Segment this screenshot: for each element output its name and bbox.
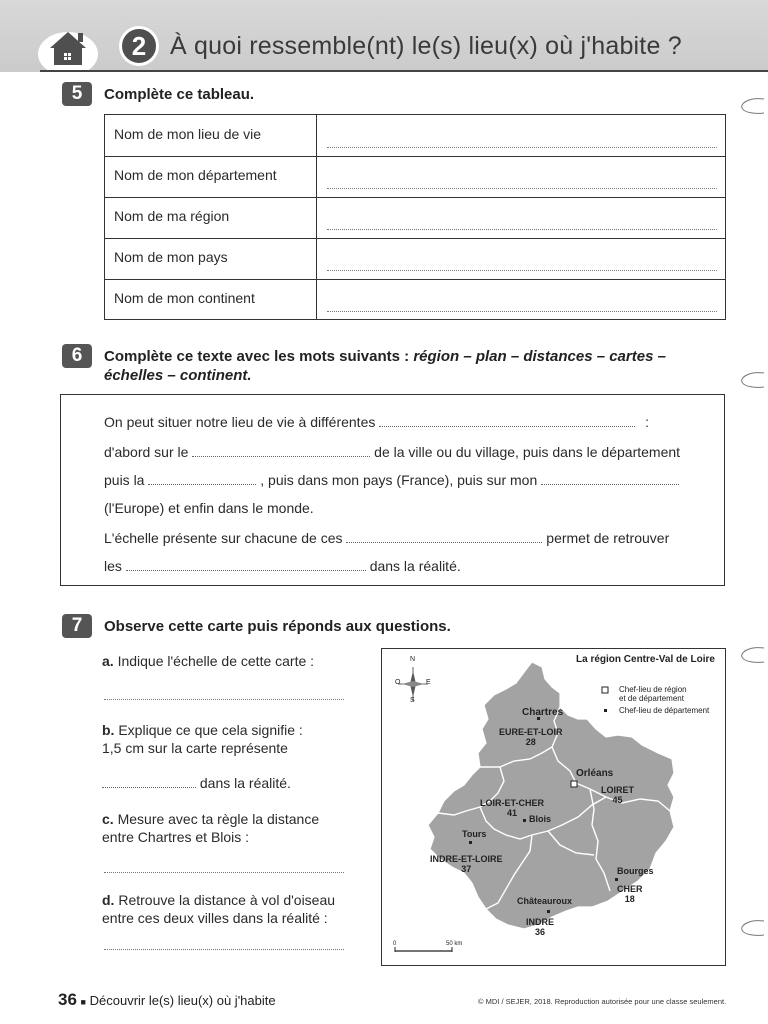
text-fragment: les bbox=[104, 558, 122, 574]
dept-number: 45 bbox=[612, 795, 623, 805]
table-row bbox=[105, 156, 725, 198]
scale-start-label: 0 bbox=[393, 941, 397, 947]
question-d bbox=[102, 891, 335, 909]
exercise-7-badge: 7 bbox=[62, 614, 92, 638]
city-marker bbox=[523, 819, 526, 822]
question-text: Mesure avec ta règle la distance bbox=[117, 811, 320, 827]
city-marker bbox=[615, 878, 618, 881]
exercise-6-title-plain: Complète ce texte avec les mots suivants : bbox=[104, 348, 410, 365]
exercise-6-badge: 6 bbox=[62, 344, 92, 368]
table-row-label: Nom de ma région bbox=[105, 197, 317, 238]
exercise-6-title bbox=[104, 348, 666, 365]
exercise-6-words-line2: échelles – continent. bbox=[104, 367, 252, 384]
bullet-separator: ■ bbox=[80, 997, 86, 1007]
binder-hole-icon bbox=[738, 96, 764, 118]
question-c-line2: entre Chartres et Blois : bbox=[102, 829, 250, 845]
dept-name: INDRE-ET-LOIRE bbox=[430, 854, 503, 864]
map-title: La région Centre-Val de Loire bbox=[576, 654, 715, 665]
city-label: Blois bbox=[529, 814, 552, 824]
question-text: Explique ce que cela signifie : bbox=[118, 722, 303, 738]
dept-number: 36 bbox=[535, 927, 546, 937]
answer-field[interactable] bbox=[327, 270, 717, 271]
dept-number: 28 bbox=[525, 737, 536, 747]
blank-field[interactable] bbox=[148, 472, 256, 485]
answer-field[interactable] bbox=[327, 311, 717, 312]
dept-name: LOIRET bbox=[601, 785, 634, 795]
page-number: 36 bbox=[58, 990, 77, 1009]
legend-prefecture-marker bbox=[604, 709, 607, 712]
city-marker bbox=[469, 841, 472, 844]
dept-number: 37 bbox=[461, 864, 472, 874]
question-letter: d. bbox=[102, 892, 115, 908]
blank-field[interactable] bbox=[346, 530, 542, 543]
question-b bbox=[102, 721, 303, 739]
question-d-line2: entre ces deux villes dans la réalité : bbox=[102, 910, 328, 926]
compass-o-label: O bbox=[395, 679, 401, 686]
question-letter: c. bbox=[102, 811, 114, 827]
legend-prefecture: Chef-lieu de département bbox=[619, 706, 710, 715]
answer-field[interactable] bbox=[104, 872, 344, 873]
binder-hole-icon bbox=[738, 370, 764, 392]
text-line-1 bbox=[104, 414, 649, 430]
question-text: dans la réalité. bbox=[199, 775, 291, 791]
dept-label bbox=[617, 884, 643, 904]
question-a bbox=[102, 652, 314, 670]
city-label: Châteauroux bbox=[517, 896, 573, 906]
legend-text: Chef-lieu de région bbox=[619, 685, 687, 694]
text-line-2 bbox=[104, 444, 680, 460]
city-label: Bourges bbox=[617, 866, 654, 876]
scale-end-label: 50 km bbox=[446, 941, 463, 947]
city-label: Tours bbox=[462, 829, 487, 839]
question-b-line3 bbox=[102, 774, 291, 792]
table-row bbox=[105, 238, 725, 280]
exercise-6-title-line2 bbox=[104, 367, 252, 384]
text-fragment: dans la réalité. bbox=[369, 558, 461, 574]
footer-copyright: © MDI / SEJER, 2018. Reproduction autorisée pour une classe seulement. bbox=[478, 997, 727, 1006]
text-fragment: L'échelle présente sur chacune de ces bbox=[104, 530, 343, 546]
question-text: Retrouve la distance à vol d'oiseau bbox=[118, 892, 336, 908]
page-title: À quoi ressemble(nt) le(s) lieu(x) où j'habite ? bbox=[170, 32, 682, 60]
question-letter: a. bbox=[102, 653, 114, 669]
blank-field[interactable] bbox=[192, 444, 370, 457]
answer-field[interactable] bbox=[104, 949, 344, 950]
answer-field[interactable] bbox=[327, 229, 717, 230]
city-marker bbox=[547, 910, 550, 913]
text-fragment: d'abord sur le bbox=[104, 444, 189, 460]
dept-label bbox=[526, 917, 554, 937]
chapter-number: 2 bbox=[119, 26, 159, 66]
text-line-6 bbox=[104, 558, 461, 574]
legend-text: et de département bbox=[619, 694, 684, 703]
blank-field[interactable] bbox=[102, 775, 196, 788]
question-c bbox=[102, 810, 319, 828]
compass-s-label: S bbox=[410, 697, 415, 704]
question-b-line2: 1,5 cm sur la carte représente bbox=[102, 740, 288, 756]
text-line-3 bbox=[104, 472, 679, 488]
question-letter: b. bbox=[102, 722, 115, 738]
blank-field[interactable] bbox=[126, 558, 366, 571]
text-fragment: puis la bbox=[104, 472, 145, 488]
house-icon bbox=[38, 24, 98, 70]
dept-label bbox=[601, 785, 634, 805]
footer-chapter: Découvrir le(s) lieu(x) où j'habite bbox=[89, 993, 276, 1008]
table-row-label: Nom de mon département bbox=[105, 156, 317, 197]
info-table bbox=[104, 114, 726, 320]
text-fragment: , puis dans mon pays (France), puis sur mon bbox=[260, 472, 538, 488]
dept-label bbox=[499, 727, 563, 747]
city-label: Chartres bbox=[522, 707, 564, 718]
binder-hole-icon bbox=[738, 918, 764, 940]
scale-bar bbox=[395, 947, 452, 952]
table-row-label: Nom de mon pays bbox=[105, 238, 317, 279]
dept-name: INDRE bbox=[526, 917, 555, 927]
exercise-6-words-line1: région – plan – distances – cartes – bbox=[413, 348, 666, 365]
binder-hole-icon bbox=[738, 645, 764, 667]
compass-icon bbox=[398, 667, 428, 701]
legend-capital bbox=[619, 685, 687, 703]
header-rule bbox=[40, 70, 768, 72]
compass-e-label: E bbox=[426, 679, 431, 686]
table-row-label: Nom de mon continent bbox=[105, 279, 317, 320]
blank-field[interactable] bbox=[379, 414, 635, 427]
footer-page-info bbox=[58, 990, 276, 1010]
dept-number: 41 bbox=[506, 808, 517, 818]
text-line-4: (l'Europe) et enfin dans le monde. bbox=[104, 500, 314, 516]
dept-label bbox=[430, 854, 503, 874]
table-row bbox=[105, 279, 725, 320]
dept-number: 18 bbox=[624, 894, 635, 904]
dept-name: LOIR-ET-CHER bbox=[480, 798, 544, 808]
legend-capital-marker bbox=[602, 687, 608, 693]
text-fragment: permet de retrouver bbox=[546, 530, 670, 546]
dept-name: EURE-ET-LOIR bbox=[499, 727, 563, 737]
capital-marker bbox=[571, 781, 577, 787]
question-text: Indique l'échelle de cette carte : bbox=[117, 653, 315, 669]
compass-n-label: N bbox=[410, 656, 416, 663]
answer-field[interactable] bbox=[327, 147, 717, 148]
table-row bbox=[105, 115, 725, 157]
text-fragment: On peut situer notre lieu de vie à différentes bbox=[104, 414, 376, 430]
exercise-5-badge: 5 bbox=[62, 82, 92, 106]
text-fragment: de la ville ou du village, puis dans le département bbox=[374, 444, 681, 460]
exercise-7-title: Observe cette carte puis réponds aux questions. bbox=[104, 618, 451, 635]
text-line-5 bbox=[104, 530, 669, 546]
text-fragment: : bbox=[645, 414, 650, 430]
blank-field[interactable] bbox=[541, 472, 679, 485]
dept-name: CHER bbox=[617, 884, 643, 894]
table-row-label: Nom de mon lieu de vie bbox=[105, 115, 317, 156]
answer-field[interactable] bbox=[104, 699, 344, 700]
answer-field[interactable] bbox=[327, 188, 717, 189]
city-label: Orléans bbox=[576, 768, 614, 779]
exercise-5-title: Complète ce tableau. bbox=[104, 86, 255, 103]
table-row bbox=[105, 197, 725, 239]
